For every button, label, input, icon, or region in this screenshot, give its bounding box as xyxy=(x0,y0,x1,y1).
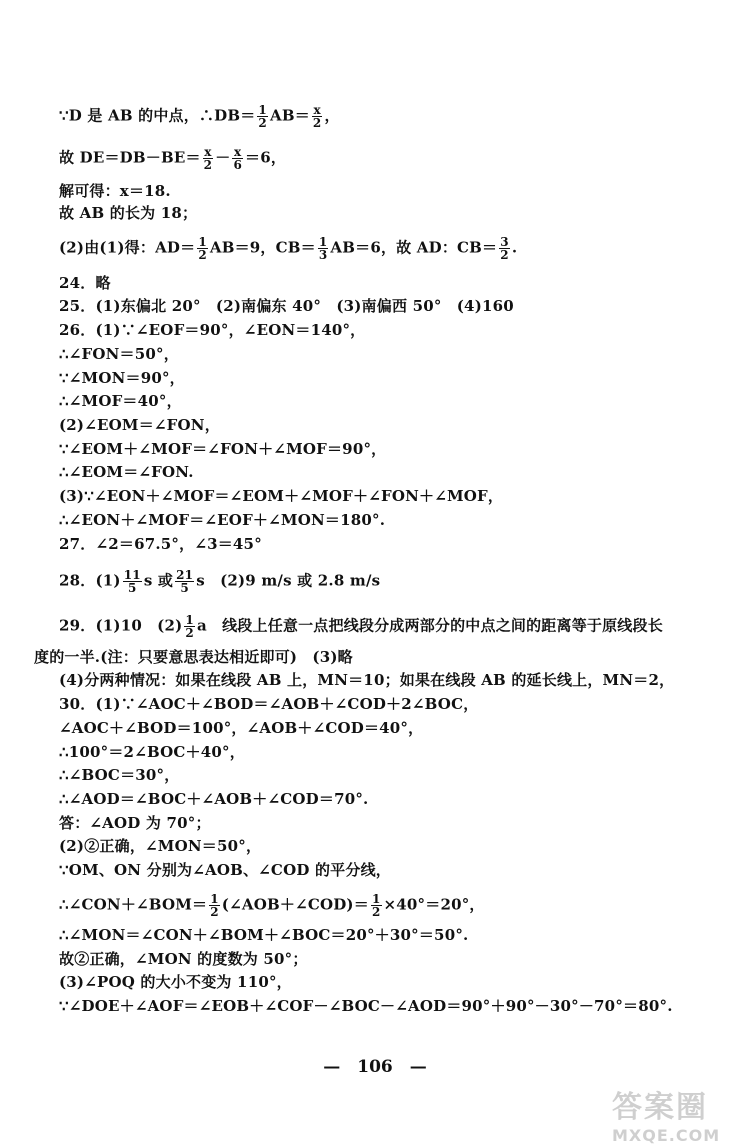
text: AB＝9，CB＝ xyxy=(209,238,316,257)
numerator: x xyxy=(313,103,321,117)
text: s (2)9 m/s 或 2.8 m/s xyxy=(196,571,381,590)
answer-line-9: ∴∠FON＝50°， xyxy=(59,345,179,363)
answer-line-12: (2)∠EOM＝∠FON， xyxy=(59,416,220,434)
answer-line-14: ∴∠EOM＝∠FON. xyxy=(59,463,194,481)
denominator: 2 xyxy=(500,248,509,262)
answer-line-2 xyxy=(59,146,286,171)
answer-line-24: ∴100°＝2∠BOC＋40°， xyxy=(59,743,245,761)
numerator: x xyxy=(234,145,242,159)
numerator: 3 xyxy=(500,235,509,249)
answer-line-32: 故②正确，∠MON 的度数为 50°； xyxy=(59,950,308,968)
text: ＝6， xyxy=(245,148,287,167)
answer-line-10: ∵∠MON＝90°， xyxy=(59,369,185,387)
answer-line-7: 25．(1)东偏北 20° (2)南偏东 40° (3)南偏西 50° (4)160 xyxy=(59,297,514,315)
answer-line-18 xyxy=(59,569,380,594)
answer-line-23: ∠AOC＋∠BOD＝100°，∠AOB＋∠COD＝40°， xyxy=(59,719,424,737)
denominator: 3 xyxy=(318,248,328,262)
fraction xyxy=(197,236,208,261)
numerator: x xyxy=(204,145,212,159)
fraction xyxy=(257,104,268,129)
watermark-url: MXQE.COM xyxy=(612,1126,721,1145)
answer-line-5 xyxy=(59,236,517,261)
denominator: 5 xyxy=(127,581,137,595)
numerator: 21 xyxy=(176,568,194,582)
answer-line-15: (3)∵∠EON＋∠MOF＝∠EOM＋∠MOF＋∠FON＋∠MOF， xyxy=(59,487,504,505)
answer-line-8: 26．(1)∵∠EOF＝90°，∠EON＝140°， xyxy=(59,321,366,339)
answer-line-19 xyxy=(59,614,663,639)
text: s 或 xyxy=(143,571,174,590)
answer-line-25: ∴∠BOC＝30°， xyxy=(59,766,180,784)
denominator: 2 xyxy=(258,116,267,130)
text: 29．(1)10 (2) xyxy=(59,616,183,635)
text: AB＝6，故 AD：CB＝ xyxy=(330,238,498,257)
watermark-logo xyxy=(612,1082,744,1145)
fraction xyxy=(203,146,214,171)
fraction xyxy=(318,236,329,261)
numerator: 1 xyxy=(371,892,381,906)
fraction xyxy=(499,236,510,261)
text: ×40°＝20°， xyxy=(383,895,485,914)
text: 28．(1) xyxy=(59,571,121,590)
answer-line-13: ∵∠EOM＋∠MOF＝∠FON＋∠MOF＝90°， xyxy=(59,440,387,458)
numerator: 1 xyxy=(210,892,219,906)
numerator: 1 xyxy=(258,103,267,117)
text: a 线段上任意一点把线段分成两部分的中点之间的距离等于原线段长 xyxy=(196,616,663,635)
text: (2)由(1)得：AD＝ xyxy=(59,238,196,257)
fraction xyxy=(175,569,194,594)
text: ∴∠CON＋∠BOM＝ xyxy=(59,895,208,914)
denominator: 2 xyxy=(371,905,381,919)
watermark-mark: 答案圈 xyxy=(612,1090,708,1125)
answer-line-34: ∵∠DOE＋∠AOF＝∠EOB＋∠COF－∠BOC－∠AOD＝90°＋90°－30°－70°＝80°. xyxy=(59,997,673,1015)
answer-line-26: ∴∠AOD＝∠BOC＋∠AOB＋∠COD＝70°. xyxy=(59,790,369,808)
fraction xyxy=(123,569,142,594)
denominator: 2 xyxy=(312,116,322,130)
text: ∵D 是 AB 的中点，∴DB＝ xyxy=(59,106,256,125)
answer-line-31: ∴∠MON＝∠CON＋∠BOM＋∠BOC＝20°＋30°＝50°. xyxy=(59,926,469,944)
answer-line-28: (2)②正确，∠MON＝50°， xyxy=(59,837,262,855)
answer-line-29: ∵OM、ON 分别为∠AOB、∠COD 的平分线， xyxy=(59,861,391,879)
text: AB＝ xyxy=(269,106,310,125)
fraction xyxy=(371,893,382,918)
denominator: 6 xyxy=(233,158,242,172)
answer-line-11: ∴∠MOF＝40°， xyxy=(59,392,182,410)
denominator: 2 xyxy=(185,626,194,640)
fraction xyxy=(312,104,323,129)
answer-line-20: 度的一半.(注：只要意思表达相近即可) (3)略 xyxy=(34,648,353,666)
answer-line-3: 解可得：x＝18. xyxy=(59,182,171,200)
text: ， xyxy=(324,106,340,125)
text: (∠AOB＋∠COD)＝ xyxy=(221,895,369,914)
answer-line-6: 24．略 xyxy=(59,274,111,292)
text: . xyxy=(511,238,518,257)
answer-line-16: ∴∠EON＋∠MOF＝∠EOF＋∠MON＝180°. xyxy=(59,511,386,529)
answer-line-33: (3)∠POQ 的大小不变为 110°， xyxy=(59,973,292,991)
numerator: 1 xyxy=(198,235,207,249)
answer-line-17: 27．∠2＝67.5°，∠3＝45° xyxy=(59,535,262,553)
numerator: 11 xyxy=(123,568,141,582)
text: － xyxy=(215,148,231,167)
denominator: 2 xyxy=(210,905,219,919)
answer-line-4: 故 AB 的长为 18； xyxy=(59,204,198,222)
answer-line-1 xyxy=(59,104,340,129)
fraction xyxy=(209,893,220,918)
numerator: 1 xyxy=(318,235,328,249)
numerator: 1 xyxy=(185,613,194,627)
answer-line-22: 30．(1)∵∠AOC＋∠BOD＝∠AOB＋∠COD＋2∠BOC， xyxy=(59,695,479,713)
page-number: — 106 — xyxy=(323,1057,427,1077)
fraction xyxy=(232,146,243,171)
answer-line-21: (4)分两种情况：如果在线段 AB 上，MN＝10；如果在线段 AB 的延长线上，MN＝2， xyxy=(59,671,675,689)
answer-line-27: 答：∠AOD 为 70°； xyxy=(59,814,211,832)
denominator: 2 xyxy=(203,158,213,172)
denominator: 2 xyxy=(198,248,207,262)
denominator: 5 xyxy=(180,581,189,595)
fraction xyxy=(184,614,195,639)
answer-line-30 xyxy=(59,893,485,918)
text: 故 DE＝DB－BE＝ xyxy=(59,148,201,167)
